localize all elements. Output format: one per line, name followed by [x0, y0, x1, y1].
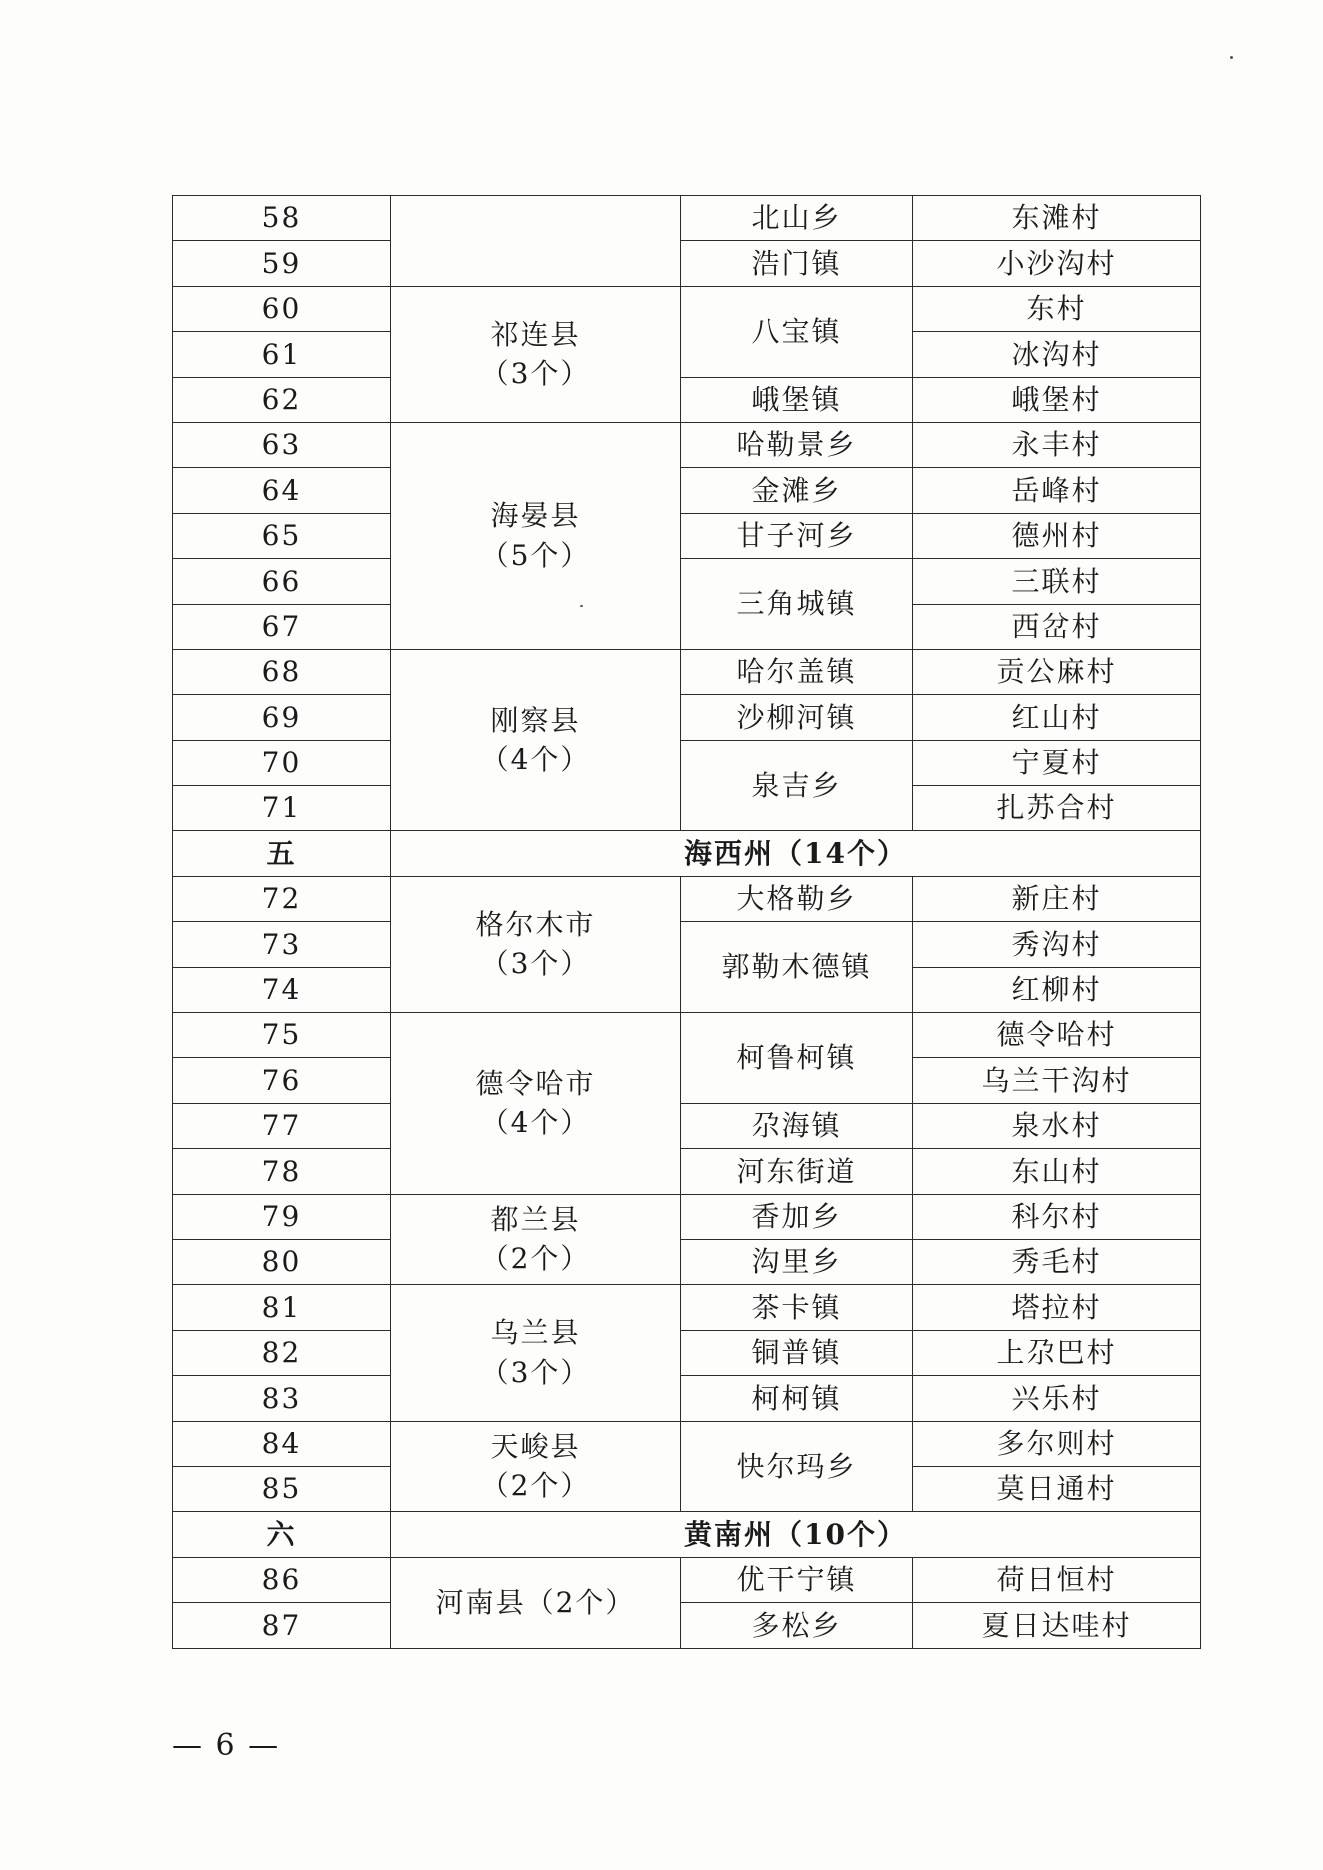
town-cell: 铜普镇 [681, 1330, 913, 1375]
row-number: 81 [173, 1285, 391, 1330]
village-cell: 莫日通村 [913, 1466, 1201, 1511]
row-number: 83 [173, 1376, 391, 1421]
town-cell: 茶卡镇 [681, 1285, 913, 1330]
section-number: 六 [173, 1512, 391, 1557]
row-number: 60 [173, 286, 391, 331]
town-cell: 郭勒木德镇 [681, 922, 913, 1013]
section-row [173, 1512, 1201, 1557]
town-cell: 浩门镇 [681, 241, 913, 286]
table-row [173, 649, 1201, 694]
row-number: 86 [173, 1557, 391, 1602]
table-row [173, 1013, 1201, 1058]
table-row [173, 922, 1201, 967]
county-cell [391, 1557, 681, 1648]
county-cell [391, 1194, 681, 1285]
row-number: 68 [173, 649, 391, 694]
row-number: 80 [173, 1239, 391, 1284]
town-cell: 北山乡 [681, 196, 913, 241]
table-row [173, 740, 1201, 785]
village-cell: 上尕巴村 [913, 1330, 1201, 1375]
table-row [173, 513, 1201, 558]
row-number: 65 [173, 513, 391, 558]
row-number: 63 [173, 422, 391, 467]
county-cell [391, 422, 681, 649]
town-cell: 多松乡 [681, 1603, 913, 1648]
table-row [173, 422, 1201, 467]
town-cell: 优干宁镇 [681, 1557, 913, 1602]
village-cell: 永丰村 [913, 422, 1201, 467]
table-row [173, 1285, 1201, 1330]
table-row [173, 241, 1201, 286]
village-cell: 冰沟村 [913, 332, 1201, 377]
table-row [173, 695, 1201, 740]
table-row [173, 377, 1201, 422]
county-count: （3个） [480, 947, 591, 981]
table-row [173, 1376, 1201, 1421]
village-cell: 德州村 [913, 513, 1201, 558]
town-cell: 哈勒景乡 [681, 422, 913, 467]
county-name: 天峻县 [490, 1429, 581, 1463]
village-cell: 三联村 [913, 559, 1201, 604]
town-cell: 峨堡镇 [681, 377, 913, 422]
village-cell: 西岔村 [913, 604, 1201, 649]
town-cell: 尕海镇 [681, 1103, 913, 1148]
county-name: 河南县（2个） [435, 1585, 636, 1619]
county-count: （3个） [480, 357, 591, 391]
town-cell: 柯鲁柯镇 [681, 1013, 913, 1104]
town-cell: 甘子河乡 [681, 513, 913, 558]
row-number: 75 [173, 1013, 391, 1058]
town-cell: 三角城镇 [681, 559, 913, 650]
row-number: 84 [173, 1421, 391, 1466]
table-row [173, 468, 1201, 513]
village-cell: 夏日达哇村 [913, 1603, 1201, 1648]
table-row [173, 1330, 1201, 1375]
village-cell: 秀毛村 [913, 1239, 1201, 1284]
village-cell: 多尔则村 [913, 1421, 1201, 1466]
table-row [173, 1103, 1201, 1148]
village-roster-table [172, 195, 1201, 1649]
table-row [173, 1557, 1201, 1602]
row-number: 69 [173, 695, 391, 740]
table-row [173, 559, 1201, 604]
village-cell: 东村 [913, 286, 1201, 331]
section-number: 五 [173, 831, 391, 876]
section-row [173, 831, 1201, 876]
county-name: 祁连县 [490, 317, 581, 351]
row-number: 85 [173, 1466, 391, 1511]
county-cell [391, 1285, 681, 1421]
county-cell [391, 876, 681, 1012]
row-number: 74 [173, 967, 391, 1012]
row-number: 64 [173, 468, 391, 513]
county-count: （4个） [480, 1106, 591, 1140]
county-count: （2个） [480, 1242, 591, 1276]
table-row [173, 1149, 1201, 1194]
village-cell: 宁夏村 [913, 740, 1201, 785]
table-row [173, 876, 1201, 921]
county-name: 刚察县 [490, 703, 581, 737]
county-name: 都兰县 [490, 1202, 581, 1236]
row-number: 66 [173, 559, 391, 604]
county-cell [391, 1013, 681, 1195]
village-cell: 红山村 [913, 695, 1201, 740]
row-number: 82 [173, 1330, 391, 1375]
village-cell: 德令哈村 [913, 1013, 1201, 1058]
row-number: 61 [173, 332, 391, 377]
county-name: 海晏县 [490, 499, 581, 533]
village-cell: 东山村 [913, 1149, 1201, 1194]
county-count: （5个） [480, 538, 591, 572]
town-cell: 大格勒乡 [681, 876, 913, 921]
county-cell [391, 1421, 681, 1512]
town-cell: 柯柯镇 [681, 1376, 913, 1421]
town-cell: 河东街道 [681, 1149, 913, 1194]
village-cell: 科尔村 [913, 1194, 1201, 1239]
town-cell: 沟里乡 [681, 1239, 913, 1284]
row-number: 62 [173, 377, 391, 422]
county-name: 乌兰县 [490, 1316, 581, 1350]
village-cell: 兴乐村 [913, 1376, 1201, 1421]
county-cell [391, 196, 681, 287]
table-row [173, 1194, 1201, 1239]
row-number: 76 [173, 1058, 391, 1103]
town-cell: 哈尔盖镇 [681, 649, 913, 694]
table-row [173, 196, 1201, 241]
village-cell: 新庄村 [913, 876, 1201, 921]
row-number: 73 [173, 922, 391, 967]
town-cell: 金滩乡 [681, 468, 913, 513]
village-cell: 峨堡村 [913, 377, 1201, 422]
village-cell: 乌兰干沟村 [913, 1058, 1201, 1103]
county-count: （3个） [480, 1355, 591, 1389]
row-number: 87 [173, 1603, 391, 1648]
county-cell [391, 649, 681, 831]
table-row [173, 1603, 1201, 1648]
row-number: 67 [173, 604, 391, 649]
section-title: 黄南州（10个） [391, 1512, 1201, 1557]
scan-speck [580, 605, 583, 607]
row-number: 59 [173, 241, 391, 286]
town-cell: 香加乡 [681, 1194, 913, 1239]
roster-body [173, 196, 1201, 1649]
county-count: （2个） [480, 1469, 591, 1503]
village-cell: 秀沟村 [913, 922, 1201, 967]
table-row [173, 286, 1201, 331]
table-row [173, 1239, 1201, 1284]
village-cell: 小沙沟村 [913, 241, 1201, 286]
row-number: 78 [173, 1149, 391, 1194]
row-number: 71 [173, 786, 391, 831]
village-cell: 红柳村 [913, 967, 1201, 1012]
village-cell: 贡公麻村 [913, 649, 1201, 694]
county-cell [391, 286, 681, 422]
village-cell: 泉水村 [913, 1103, 1201, 1148]
village-cell: 塔拉村 [913, 1285, 1201, 1330]
row-number: 72 [173, 876, 391, 921]
village-cell: 扎苏合村 [913, 786, 1201, 831]
row-number: 79 [173, 1194, 391, 1239]
row-number: 77 [173, 1103, 391, 1148]
village-cell: 东滩村 [913, 196, 1201, 241]
county-name: 德令哈市 [475, 1066, 596, 1100]
page-number: — 6 — [172, 1728, 281, 1763]
village-cell: 荷日恒村 [913, 1557, 1201, 1602]
village-cell: 岳峰村 [913, 468, 1201, 513]
town-cell: 八宝镇 [681, 286, 913, 377]
town-cell: 泉吉乡 [681, 740, 913, 831]
table-row [173, 1421, 1201, 1466]
town-cell: 沙柳河镇 [681, 695, 913, 740]
county-count: （4个） [480, 743, 591, 777]
town-cell: 快尔玛乡 [681, 1421, 913, 1512]
section-title: 海西州（14个） [391, 831, 1201, 876]
scan-speck [1230, 56, 1233, 59]
row-number: 58 [173, 196, 391, 241]
county-name: 格尔木市 [475, 907, 596, 941]
row-number: 70 [173, 740, 391, 785]
